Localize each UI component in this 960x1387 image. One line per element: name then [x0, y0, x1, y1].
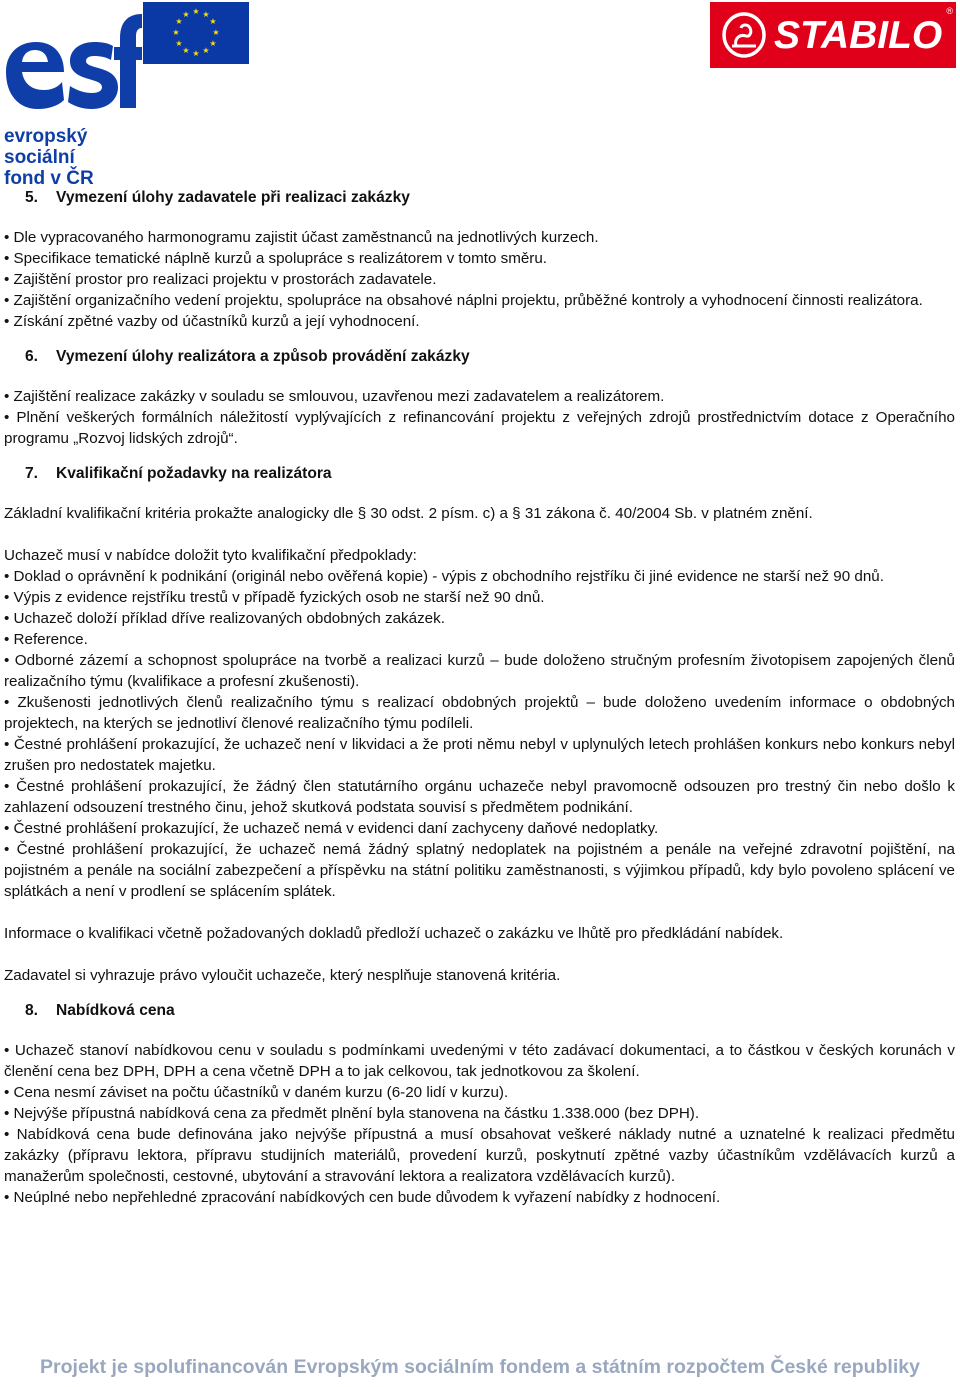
section-number: 7. — [24, 465, 38, 482]
esf-caption-line: evropský — [4, 126, 88, 147]
stabilo-logo — [710, 2, 956, 68]
list-item: • Specifikace tematické náplně kurzů a spolupráce s realizátorem v tomto směru. — [4, 250, 548, 267]
list-item: • Nabídková cena bude definována jako nejvýše přípustná a musí obsahovat veškeré náklady nutné a uznatelné k realizaci předmětu zakázky (přípravu lektora, přípravu studijních materiálů, provedení kurzů, poskytnutí zpětné vazby účastníkům vzdělávacích kurzů a manažerům společnosti, cestovné, ubytování a stravování lektora a realizatora vzdělávacích kurzů). — [4, 1126, 955, 1185]
list-item: • Zajištění realizace zakázky v souladu se smlouvou, uzavřenou mezi zadavatelem a realizátorem. — [4, 388, 665, 405]
list-item: • Doklad o oprávnění k podnikání (originál nebo ověřená kopie) - výpis z obchodního rejstříku či jiné evidence ne starší než 90 dnů. — [4, 568, 884, 585]
section-heading-5 — [4, 186, 955, 210]
section-heading-6 — [4, 345, 955, 369]
section-title: Vymezení úlohy realizátora a způsob provádění zakázky — [56, 348, 470, 365]
section-title: Kvalifikační požadavky na realizátora — [56, 465, 332, 482]
svg-text:★: ★ — [175, 17, 183, 26]
list-item: • Neúplné nebo nepřehledné zpracování nabídkových cen bude důvodem k vyřazení nabídky z hodnocení. — [4, 1189, 721, 1206]
svg-text:★: ★ — [202, 10, 210, 19]
svg-text:★: ★ — [182, 46, 190, 55]
document-body — [4, 186, 955, 1208]
list-item: • Uchazeč stanoví nabídkovou cenu v souladu s podmínkami uvedenými v této zadávací dokumentaci, a to částkou v českých korunách v členění cena bez DPH, DPH a cena včetně DPH a to jak celkovou, tak jednotkovou za školení. — [4, 1042, 955, 1080]
list-item: • Uchazeč doloží příklad dříve realizovaných obdobných zakázek. — [4, 610, 445, 627]
list-item: • Odborné zázemí a schopnost spolupráce na tvorbě a realizaci kurzů – bude doloženo stručným profesním životopisem zapojených členů realizačního týmu (kvalifikace a profesní zkušenosti). — [4, 652, 955, 690]
list-item: • Plnění veškerých formálních náležitostí vyplývajících z refinancování projektu z veřejných zdrojů prostřednictvím dotace z Operačního programu „Rozvoj lidských zdrojů“. — [4, 409, 955, 447]
esf-caption-line: sociální — [4, 147, 75, 168]
qualification-intro: Základní kvalifikační kritéria prokažte analogicky dle § 30 odst. 2 písm. c) a § 31 zákona č. 40/2004 Sb. v platném znění. — [4, 505, 813, 522]
svg-text:★: ★ — [192, 49, 200, 58]
list-item: • Výpis z evidence rejstříku trestů v případě fyzických osob ne starší než 90 dnů. — [4, 589, 545, 606]
list-item: • Získání zpětné vazby od účastníků kurzů a její vyhodnocení. — [4, 313, 420, 330]
qualification-lead: Uchazeč musí v nabídce doložit tyto kvalifikační předpoklady: — [4, 547, 417, 564]
list-item: • Čestné prohlášení prokazující, že uchazeč nemá v evidenci daní zachyceny daňové nedoplatky. — [4, 820, 659, 837]
section-number: 5. — [24, 189, 38, 206]
svg-text:★: ★ — [172, 28, 180, 37]
svg-text:★: ★ — [182, 10, 190, 19]
eu-flag-icon — [143, 2, 249, 64]
section-number: 8. — [24, 1002, 38, 1019]
svg-text:★: ★ — [192, 7, 200, 16]
esf-caption-line: fond v ČR — [4, 168, 94, 189]
section-heading-8 — [4, 999, 955, 1023]
list-item: • Dle vypracovaného harmonogramu zajistit účast zaměstnanců na jednotlivých kurzech. — [4, 229, 599, 246]
section-title: Nabídková cena — [56, 1002, 175, 1019]
swan-icon — [722, 12, 766, 58]
list-item: • Nejvýše přípustná nabídková cena za předmět plnění byla stanovena na částku 1.338.000 (bez DPH). — [4, 1105, 700, 1122]
svg-text:★: ★ — [209, 17, 217, 26]
svg-text:★: ★ — [202, 46, 210, 55]
list-item: • Zkušenosti jednotlivých členů realizačního týmu s realizací obdobných projektů – bude doloženo uvedením informace o obdobných projektech, na kterých se jednotliví členové realizačního týmu podíleli. — [4, 694, 955, 732]
list-item: • Zajištění prostor pro realizaci projektu v prostorách zadavatele. — [4, 271, 437, 288]
esf-caption — [4, 126, 94, 189]
qualification-info: Informace o kvalifikaci včetně požadovaných dokladů předloží uchazeč o zakázku ve lhůtě pro předkládání nabídek. — [4, 925, 784, 942]
list-item: • Reference. — [4, 631, 88, 648]
qualification-reserve: Zadavatel si vyhrazuje právo vyloučit uchazeče, který nesplňuje stanovená kritéria. — [4, 967, 561, 984]
section-title: Vymezení úlohy zadavatele při realizaci zakázky — [56, 189, 410, 206]
list-item: • Čestné prohlášení prokazující, že uchazeč nemá žádný splatný nedoplatek na pojistném a penále na veřejné zdravotní pojištění, na pojistném a penále na sociální zabezpečení a příspěvku na státní politiku zaměstnanosti, s výjimkou případů, kdy bylo povoleno splácení ve splátkách a není v prodlení se splácením splátek. — [4, 841, 955, 900]
registered-mark: ® — [946, 6, 953, 16]
list-item: • Čestné prohlášení prokazující, že žádný člen statutárního orgánu uchazeče nebyl pravomocně odsouzen pro trestný čin nebo došlo k zahlazení odsouzení trestného činu, jehož skutková podstata souvisí s předmětem podnikání. — [4, 778, 955, 816]
section-heading-7 — [4, 462, 955, 486]
svg-text:★: ★ — [209, 39, 217, 48]
stabilo-wordmark: STABILO — [774, 14, 943, 57]
footer-text: Projekt je spolufinancován Evropským sociálním fondem a státním rozpočtem České republiky — [40, 1356, 920, 1378]
list-item: • Cena nesmí záviset na počtu účastníků v daném kurzu (6-20 lidí v kurzu). — [4, 1084, 509, 1101]
svg-text:★: ★ — [212, 28, 220, 37]
list-item: • Zajištění organizačního vedení projektu, spolupráce na obsahové náplni projektu, průběžné kontroly a vyhodnocení činnosti realizátora. — [4, 292, 923, 309]
section-number: 6. — [24, 348, 38, 365]
list-item: • Čestné prohlášení prokazující, že uchazeč není v likvidaci a že proti němu nebyl v uplynulých letech prohlášen konkurs nebo konkurs nebyl zrušen pro nedostatek majetku. — [4, 736, 955, 774]
svg-text:★: ★ — [175, 39, 183, 48]
